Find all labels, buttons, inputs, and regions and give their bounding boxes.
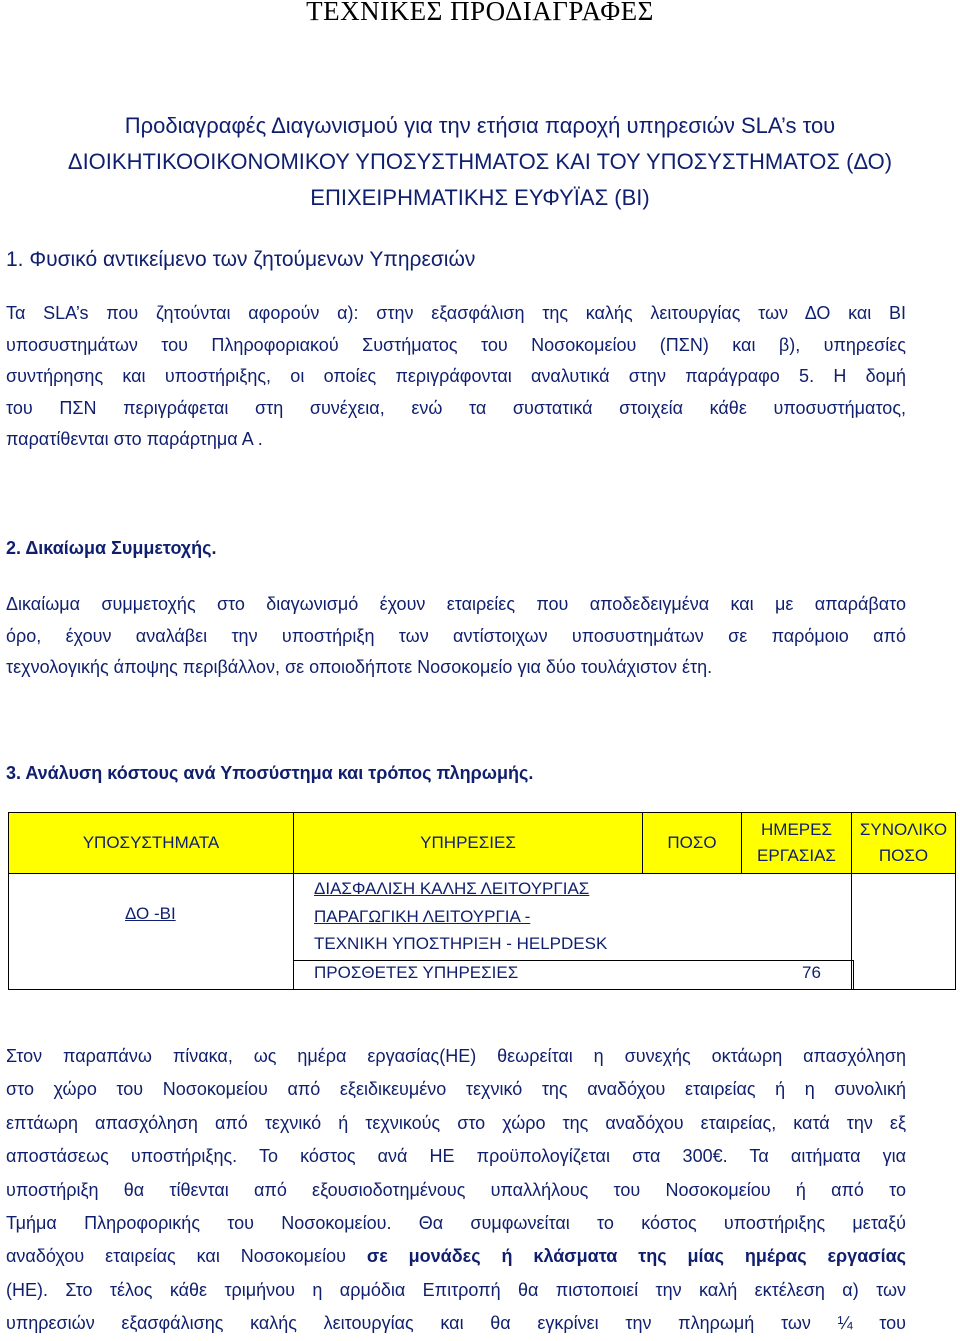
document-subtitle [20, 108, 940, 216]
section-2-body [6, 589, 906, 684]
section-2-heading: 2. Δικαίωμα Συμμετοχής. [6, 538, 217, 558]
section-1-body [6, 298, 906, 456]
closing-line-7 [6, 1240, 906, 1273]
additional-services-row [293, 960, 854, 990]
section-2-line-1: Δικαίωμα συμμετοχής στο διαγωνισμό έχουν εταιρείες που αποδεδειγμένα και με απαράβατο [6, 594, 906, 614]
section-1-heading: 1. Φυσικό αντικείμενο των ζητούμενων Υπηρεσιών [6, 248, 476, 271]
closing-line-1: Στον παραπάνω πίνακα, ως ημέρα εργασίας(ΗΕ) θεωρείται η συνεχής οκτάωρη απασχόληση [6, 1046, 906, 1066]
section-2-line-3: τεχνολογικής άποψης περιβάλλον, σε οποιοδήποτε Νοσοκομείο για δύο τουλάχιστον έτη. [6, 657, 713, 677]
service-line-1: ΔΙΑΣΦΑΛΙΣΗ ΚΑΛΗΣ ΛΕΙΤΟΥΡΓΙΑΣ [314, 879, 590, 898]
section-1-line-4: του ΠΣΝ περιγράφεται στη συνέχεια, ενώ τα συστατικά στοιχεία κάθε υποσυστήματος, [6, 397, 906, 418]
section-1-line-5: παρατίθενται στο παράρτημα Α . [6, 429, 263, 449]
closing-line-8: (ΗΕ). Στο τέλος κάθε τριμήνου η αρμόδια Επιτροπή θα πιστοποιεί την καλή εκτέλεση α) των [6, 1279, 906, 1300]
section-2-line-2: όρο, έχουν αναλάβει την υποστήριξη των αντίστοιχων υποσυστημάτων σε παρόμοιο από [6, 625, 906, 646]
header-workdays-line-2: ΕΡΓΑΣΙΑΣ [757, 846, 836, 865]
additional-services-days: 76 [802, 963, 821, 982]
header-total-line-2: ΠΟΣΟ [878, 846, 929, 865]
closing-line-6: Τμήμα Πληροφορικής του Νοσοκομείου. Θα συμφωνείται το κόστος υποστήριξης μεταξύ [6, 1212, 906, 1233]
service-line-3: ΤΕΧΝΙΚΗ ΥΠΟΣΤΗΡΙΞΗ - HELPDESK [314, 934, 608, 953]
header-workdays [741, 812, 852, 874]
header-amount: ΠΟΣΟ [642, 812, 742, 874]
additional-services-label: ΠΡΟΣΘΕΤΕΣ ΥΠΗΡΕΣΙΕΣ [314, 963, 519, 982]
subtitle-line-3: ΕΠΙΧΕΙΡΗΜΑΤΙΚΗΣ ΕΥΦΥΪΑΣ (BI) [310, 185, 650, 210]
closing-line-7-bold: σε μονάδες ή κλάσματα της μίας ημέρας εργασίας [366, 1246, 906, 1267]
cost-table [8, 812, 956, 990]
header-services: ΥΠΗΡΕΣΙΕΣ [293, 812, 643, 874]
service-line-2: ΠΑΡΑΓΩΓΙΚΗ ΛΕΙΤΟΥΡΓΙΑ - [314, 907, 531, 926]
closing-paragraph [6, 1040, 906, 1341]
closing-line-4: αποστάσεως υποστήριξης. Το κόστος ανά ΗΕ προϋπολογίζεται στα 300€. Τα αιτήματα για [6, 1146, 906, 1167]
subtitle-line-2: ΔΙΟΙΚΗΤΙΚΟΟΙΚΟΝΟΜΙΚΟΥ ΥΠΟΣΥΣΤΗΜΑΤΟΣ ΚΑΙ ΤΟΥ ΥΠΟΣΥΣΤΗΜΑΤΟΣ (ΔΟ) [67, 149, 893, 174]
subsystem-name: ΔΟ -BI [125, 904, 176, 923]
header-total-line-1: ΣΥΝΟΛΙΚΟ [859, 820, 948, 839]
total-amount-cell [851, 873, 956, 990]
document-title: ΤΕΧΝΙΚΕΣ ΠΡΟΔΙΑΓΡΑΦΕΣ [306, 0, 654, 26]
services-cell [293, 873, 854, 962]
header-workdays-line-1: ΗΜΕΡΕΣ [761, 820, 832, 839]
closing-line-3: επτάωρη απασχόληση από τεχνικό ή τεχνικούς στο χώρο της αναδόχου εταιρείας, κατά την εξ [6, 1112, 906, 1133]
header-subsystems: ΥΠΟΣΥΣΤΗΜΑΤΑ [8, 812, 294, 874]
closing-line-7-plain: αναδόχου εταιρείας και Νοσοκομείου [6, 1246, 367, 1267]
closing-line-9: υπηρεσιών εξασφάλισης καλής λειτουργίας και θα εγκρίνει την πληρωμή των ¼ του [6, 1313, 906, 1334]
closing-line-5: υποστήριξη θα τίθενται από εξουσιοδοτημένους υπαλλήλους του Νοσοκομείου ή από το [6, 1179, 906, 1200]
section-1-line-3: συντήρησης και υποστήριξης, οι οποίες περιγράφονται αναλυτικά στην παράγραφο 5. Η δομή [6, 366, 906, 386]
section-3-heading: 3. Ανάλυση κόστους ανά Υποσύστημα και τρόπος πληρωμής. [6, 763, 534, 783]
closing-line-2: στο χώρο του Νοσοκομείου από εξειδικευμένο τεχνικό της αναδόχου εταιρείας ή η συνολική [6, 1079, 906, 1100]
subsystem-cell [8, 873, 294, 990]
subtitle-line-1: Προδιαγραφές Διαγωνισμού για την ετήσια παροχή υπηρεσιών SLA’s του [124, 113, 836, 138]
header-total-amount [851, 812, 956, 874]
section-1-line-1: Τα SLA’s που ζητούνται αφορούν α): στην εξασφάλιση της καλής λειτουργίας των ΔΟ και BI [6, 303, 906, 323]
section-1-line-2: υποσυστημάτων του Πληροφοριακού Συστήματος του Νοσοκομείου (ΠΣΝ) και β), υπηρεσίες [6, 334, 906, 355]
